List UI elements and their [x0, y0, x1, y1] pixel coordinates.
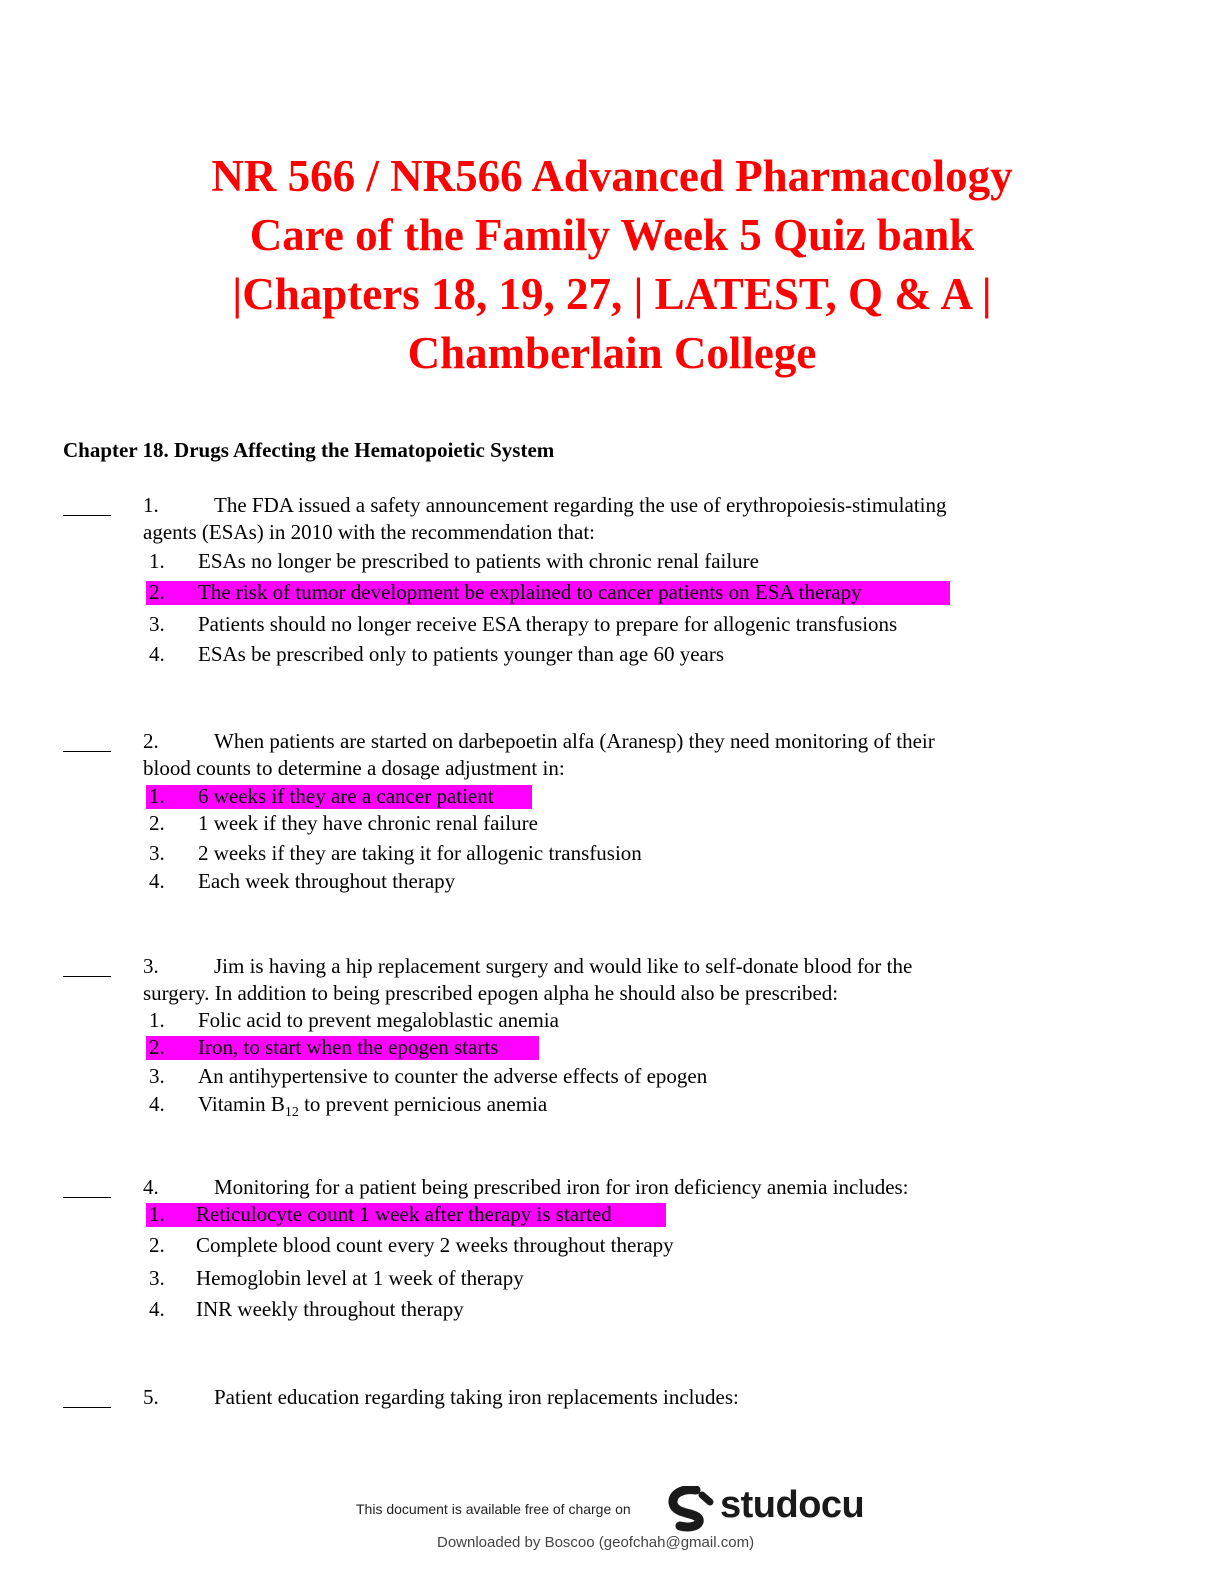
question-number: 1.	[143, 493, 159, 517]
answer-blank[interactable]	[63, 958, 111, 977]
option-number: 3.	[149, 841, 165, 865]
option-number: 1.	[149, 1008, 165, 1032]
option-number: 4.	[149, 1092, 165, 1116]
option-number: 3.	[149, 612, 165, 636]
answer-blank[interactable]	[63, 1389, 111, 1408]
downloaded-by-text: Downloaded by Boscoo (geofchah@gmail.com)	[437, 1534, 755, 1551]
question-stem-line1: When patients are started on darbepoetin alfa (Aranesp) they need monitoring of their	[214, 729, 935, 753]
title-line-1: NR 566 / NR566 Advanced Pharmacology	[211, 151, 1013, 201]
title-line-2: Care of the Family Week 5 Quiz bank	[249, 210, 975, 260]
option-text: Hemoglobin level at 1 week of therapy	[196, 1266, 524, 1290]
question-number: 4.	[143, 1175, 159, 1199]
option-text: Folic acid to prevent megaloblastic anemia	[198, 1008, 559, 1032]
option-text: ESAs be prescribed only to patients younger than age 60 years	[198, 642, 725, 666]
title-line-4: Chamberlain College	[407, 328, 817, 378]
option-text: INR weekly throughout therapy	[196, 1297, 464, 1321]
option-number: 3.	[149, 1266, 165, 1290]
option-text: The risk of tumor development be explained to cancer patients on ESA therapy	[198, 580, 862, 604]
option-number: 1.	[149, 784, 165, 808]
answer-blank[interactable]	[63, 733, 111, 752]
option-number: 2.	[149, 1233, 165, 1257]
option-text: 2 weeks if they are taking it for allogenic transfusion	[198, 841, 642, 865]
question-stem-line1: The FDA issued a safety announcement regarding the use of erythropoiesis-stimulating	[214, 493, 947, 517]
available-text: This document is available free of charge on	[356, 1501, 631, 1517]
option-text: ESAs no longer be prescribed to patients with chronic renal failure	[198, 549, 759, 573]
chapter-heading: Chapter 18. Drugs Affecting the Hematopoietic System	[63, 438, 555, 462]
option-number: 4.	[149, 642, 165, 666]
option-text: An antihypertensive to counter the adverse effects of epogen	[198, 1064, 708, 1088]
question-stem-line1: Patient education regarding taking iron replacements includes:	[214, 1385, 739, 1409]
option-number: 2.	[149, 1035, 165, 1059]
title-line-3: |Chapters 18, 19, 27, | LATEST, Q & A |	[232, 269, 992, 319]
option-text: Complete blood count every 2 weeks throughout therapy	[196, 1233, 674, 1257]
answer-blank[interactable]	[63, 497, 111, 516]
option-text: 1 week if they have chronic renal failure	[198, 811, 538, 835]
option-number: 4.	[149, 869, 165, 893]
question-stem-line2: blood counts to determine a dosage adjustment in:	[143, 756, 565, 780]
vitamin-text: Vitamin B	[198, 1092, 285, 1116]
studocu-logo-icon[interactable]	[666, 1486, 716, 1534]
option-number: 2.	[149, 811, 165, 835]
option-text	[198, 1092, 547, 1121]
option-number: 1.	[149, 549, 165, 573]
option-number: 2.	[149, 580, 165, 604]
option-text: Reticulocyte count 1 week after therapy is started	[196, 1202, 612, 1226]
option-text: 6 weeks if they are a cancer patient	[198, 784, 494, 808]
question-stem-line1: Jim is having a hip replacement surgery and would like to self-donate blood for the	[214, 954, 913, 978]
vitamin-text-after: to prevent pernicious anemia	[298, 1092, 548, 1116]
option-number: 3.	[149, 1064, 165, 1088]
option-number: 4.	[149, 1297, 165, 1321]
question-number: 2.	[143, 729, 159, 753]
option-text: Iron, to start when the epogen starts	[198, 1035, 499, 1059]
option-number: 1.	[149, 1202, 165, 1226]
option-text: Each week throughout therapy	[198, 869, 456, 893]
question-number: 5.	[143, 1385, 159, 1409]
question-stem-line1: Monitoring for a patient being prescribed iron for iron deficiency anemia includes:	[214, 1175, 909, 1199]
option-text: Patients should no longer receive ESA therapy to prepare for allogenic transfusions	[198, 612, 898, 636]
answer-blank[interactable]	[63, 1179, 111, 1198]
question-stem-line2: surgery. In addition to being prescribed epogen alpha he should also be prescribed:	[143, 981, 839, 1005]
subscript-12: 12	[284, 1105, 299, 1121]
question-number: 3.	[143, 954, 159, 978]
studocu-brand[interactable]: studocu	[720, 1484, 865, 1526]
document-title	[0, 147, 1224, 383]
question-stem-line2: agents (ESAs) in 2010 with the recommendation that:	[143, 520, 595, 544]
